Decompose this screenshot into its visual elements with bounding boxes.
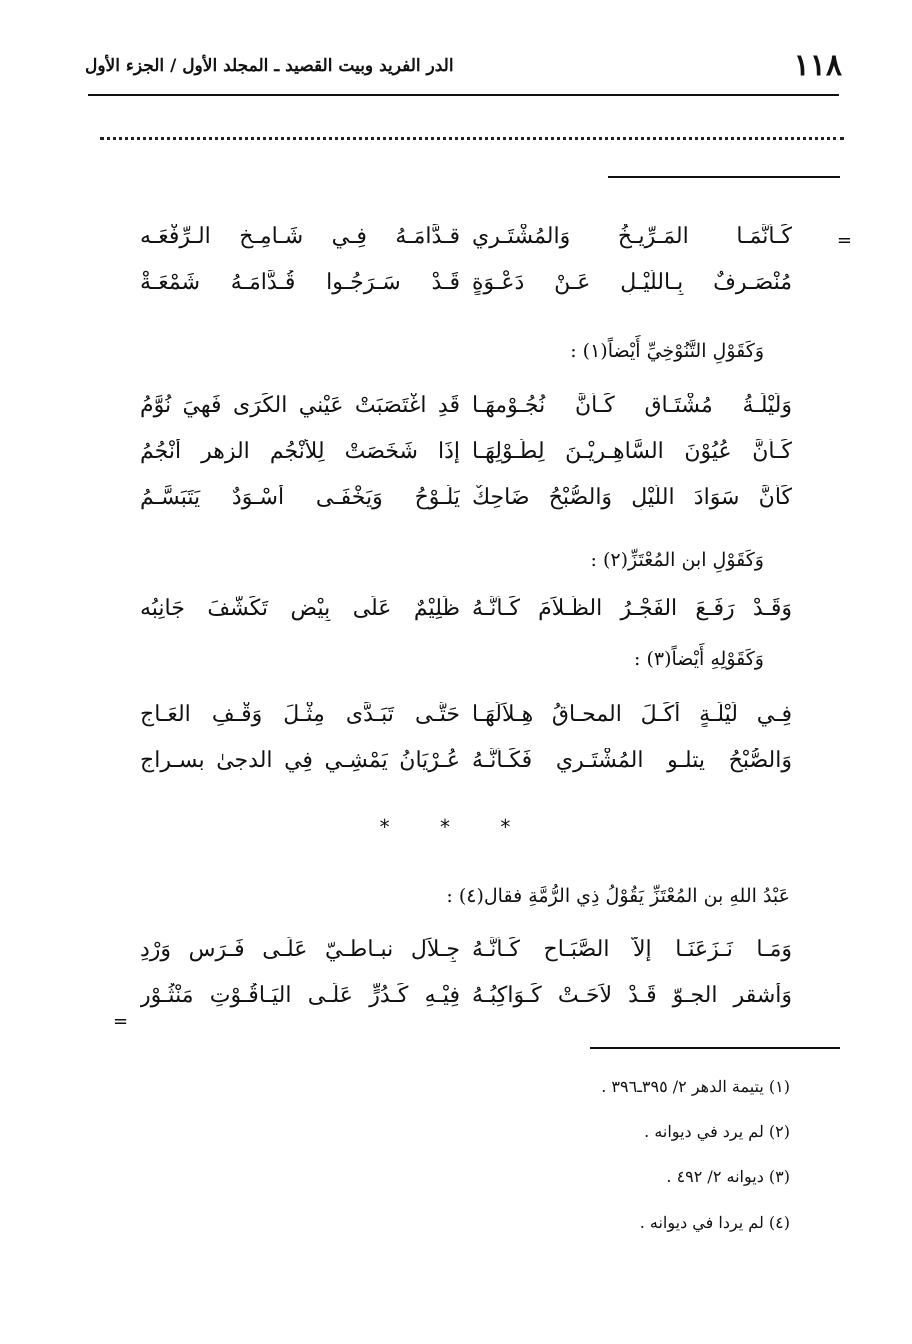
footnote-rule (590, 1047, 840, 1049)
verse-first-hemistich: وَأشقر الجـوّ قَـدْ لاَحَـتْ كَـوَاكِبُـهُ (472, 983, 792, 1008)
verse-line (140, 270, 792, 310)
continuation-mark-top: = (836, 230, 852, 251)
verse-first-hemistich: كَـأَنَّ عُيُوْنَ السَّاهِـرِيْـنَ لِطُـوْلِهَـا (472, 439, 792, 464)
continuation-mark-bottom: = (113, 1011, 129, 1032)
citation-intro: عَبْدُ اللهِ بن المُعْتَزِّ يَقُوْلُ ذِي الرُّمَّةِ فقال(٤) : (446, 885, 790, 907)
header-title: الدر الفريد وبيت القصيد ـ المجلد الأول / الجزء الأول (85, 56, 454, 76)
verse-first-hemistich: كَأَنَّ سَوَادَ اللَّيْلِ وَالصُّبْحُ ضَاحِكٌ (472, 485, 792, 510)
verse-second-hemistich: فِيْـهِ كَـدُرٍّ عَلَـى اليَـاقُـوْتِ مَنْثُـوْرِ (140, 983, 460, 1008)
page-number: ١١٨ (793, 48, 842, 83)
verse-line (140, 485, 792, 525)
footnote: (٢) لم يرد في ديوانه . (644, 1122, 790, 1141)
verse-second-hemistich: قـدَّامَـهُ فِـي شَـامِـخِ الـرِّفْعَـه (140, 224, 460, 249)
section-separator-stars: * * * (379, 815, 533, 839)
verse-first-hemistich: فِـي لَيْلَـةٍ أَكَـلَ المحـاقُ هِـلاَلَهَـا (472, 702, 792, 727)
verse-first-hemistich: وَمَـا نَـزَعَنَـا إِلاَّ الصَّبَـاح كَـأَنَّـهُ (472, 937, 792, 962)
verse-second-hemistich: ظَلِيْمٌ عَلَى بِيْضٍ تَكَشَّفَ جَانِبُه (140, 596, 460, 621)
verse-line (140, 439, 792, 479)
verse-first-hemistich: كَـأَنَّمَـا المَـرِّيـخُ وَالمُشْتَـرِي (472, 224, 792, 249)
verse-second-hemistich: قَـدْ سَـرَجُـوا قُـدَّامَـهُ شَمْعَـةْ (140, 270, 460, 295)
footnote: (٤) لم يردا في ديوانه . (639, 1213, 790, 1232)
header-rule (88, 94, 839, 96)
footnote: (٣) ديوانه ٢/ ٤٩٢ . (666, 1167, 790, 1186)
verse-line (140, 393, 792, 433)
verse-second-hemistich: عُـرْيَانُ يَمْشِـي فِي الدجىٰ بسـراجِ (140, 748, 460, 773)
verse-second-hemistich: يَلُـوْحُ وَيَخْفَـى أَسْـوَدٌ يَتَبَسَّـمُ (140, 485, 460, 510)
citation-intro: وَكَقَوْلِ التَّنُوْخِيِّ أَيْضاً(١) : (570, 340, 764, 362)
verse-second-hemistich: جِـلاَل نبـاطـيّ عَلَـى فَـرَسٍ وَرْدِ (140, 937, 460, 962)
verse-second-hemistich: حَتَّـى تَبَـدَّى مِثْـلَ وَقْـفِ العَـاجِ (140, 702, 460, 727)
verse-line (140, 596, 792, 636)
verse-line (140, 748, 792, 788)
verse-first-hemistich: وَلَيْلَـةُ مُشْتَـاقٍ كَـأَنَّ نُجُـوْمهَـا (472, 393, 792, 418)
citation-intro: وَكَقَوْلِ ابن المُعْتَزِّ(٢) : (590, 549, 764, 571)
verse-line (140, 983, 792, 1023)
section-rule (608, 176, 840, 178)
running-header (85, 48, 842, 88)
verse-first-hemistich: وَقَـدْ رَفَـعَ الفَجْـرُ الظَّـلاَمَ كَـأَنَّـهُ (472, 596, 792, 621)
footnote: (١) يتيمة الدهر ٢/ ٣٩٥ـ٣٩٦ . (601, 1077, 790, 1096)
verse-line (140, 224, 792, 264)
dotted-separator (100, 137, 844, 140)
verse-line (140, 937, 792, 977)
verse-first-hemistich: وَالصُّبْحُ يتلـو المُشْتَـرِي فَكَـأَنَّـهُ (472, 748, 792, 773)
verse-second-hemistich: قَدِ اغْتَصَبَتْ عَيْني الكَرَى فَهيَ نُوَّمُ (140, 393, 460, 418)
verse-line (140, 702, 792, 742)
verse-first-hemistich: مُنْصَـرِفٌ بِـاللَّيْـلِ عَـنْ دَعْـوَةٍ (472, 270, 792, 295)
verse-second-hemistich: إِذَا شَخَصَتْ لِلأَنْجُمِ الزهر أَنْجُمُ (140, 439, 460, 464)
citation-intro: وَكَقَوْلِهِ أَيْضاً(٣) : (634, 648, 764, 670)
